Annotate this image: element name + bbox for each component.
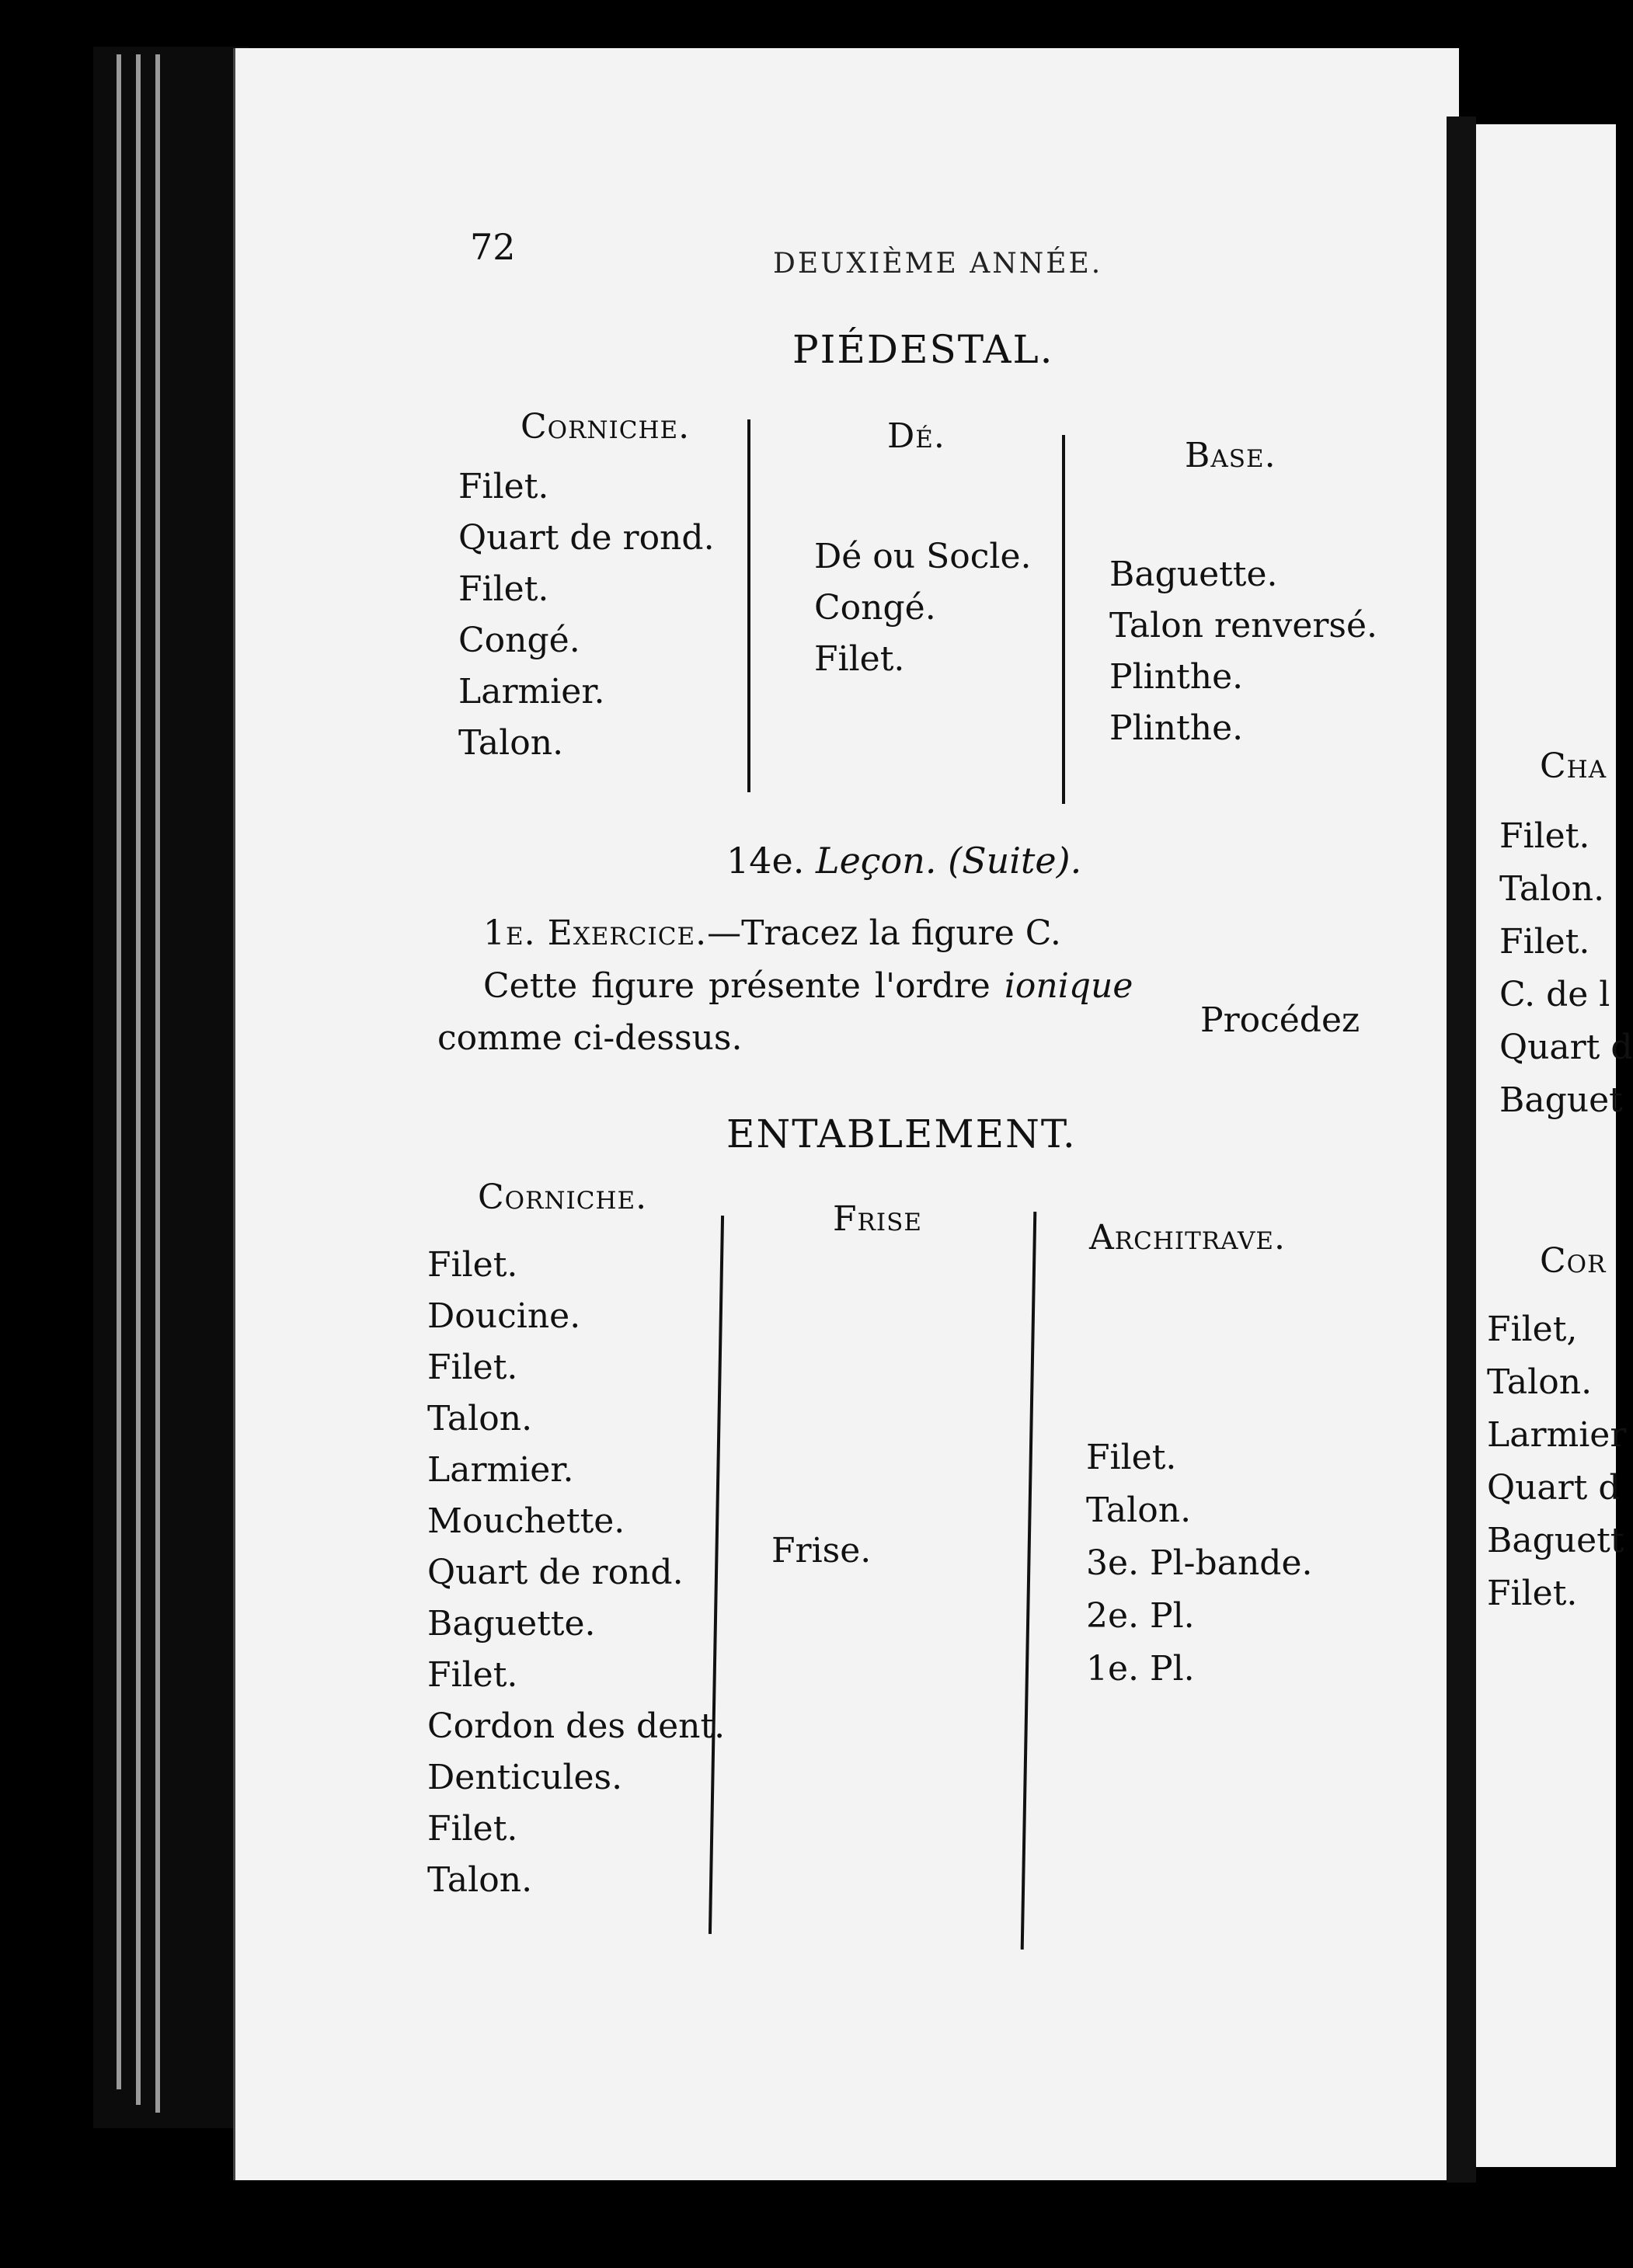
next-page-heading: Cha [1540,746,1607,786]
exercise-line [483,913,1061,953]
list-item: Quart d [1499,1028,1633,1067]
lesson-suite: (Suite). [948,840,1082,882]
list-item: Baguett [1487,1521,1624,1560]
list-item: Congé. [458,621,580,660]
next-page-list-1 [1499,816,1633,1120]
list-item: Filet. [1086,1438,1177,1477]
paragraph-italic: ionique [1004,966,1133,1006]
paragraph-line-1 [483,966,1133,1006]
list-item: Talon. [427,1860,533,1900]
list-item: 2e. Pl. [1086,1596,1195,1636]
column-heading-de: Dé. [887,416,945,456]
piedestal-base-list [1109,555,1377,748]
section-title-entablement: ENTABLEMENT. [726,1111,1077,1157]
list-item: Talon. [1487,1362,1593,1402]
page-number: 72 [470,226,516,268]
list-item: Baguet [1499,1080,1623,1120]
list-item: Congé. [814,588,936,628]
exercise-text: —Tracez la figure C. [707,913,1061,953]
page-edge [155,54,160,2113]
list-item: 1e. Pl. [1086,1649,1195,1689]
list-item: Talon. [458,723,564,763]
list-item: Baguette. [1109,555,1278,594]
lesson-number: 14e. [726,840,805,882]
list-item: Quart de rond. [458,518,715,558]
list-item: Larmier. [458,672,605,711]
column-heading-corniche: Corniche. [521,407,691,447]
list-item: Filet, [1487,1310,1578,1349]
list-item: Talon. [1086,1491,1192,1530]
page-edge [136,54,141,2105]
list-item: Denticules. [427,1758,623,1797]
list-item: Baguette. [427,1604,596,1644]
list-item: Filet. [458,467,549,506]
list-item: Quart de rond. [427,1553,684,1592]
entablement-architrave-list [1086,1438,1313,1689]
list-item: Filet. [427,1655,518,1695]
list-item: Filet. [814,639,905,679]
list-item: C. de l [1499,975,1610,1014]
piedestal-de-list [814,537,1032,679]
list-item: Filet. [427,1245,518,1285]
column-divider [747,419,750,792]
paragraph-procedez: Procédez [1200,1000,1360,1040]
list-item: Talon. [1499,869,1605,909]
entablement-corniche-list [427,1245,726,1900]
list-item: Filet. [427,1348,518,1387]
column-divider [1062,435,1065,804]
exercise-label: 1e. Exercice. [483,913,708,953]
list-item: Talon. [427,1399,533,1438]
list-item: Larmier. [427,1450,574,1490]
running-title: DEUXIÈME ANNÉE. [773,248,1103,280]
next-page-heading: Cor [1540,1241,1607,1281]
section-title-piedestal: PIÉDESTAL. [792,327,1054,372]
list-item: Filet. [427,1809,518,1849]
list-item: Filet. [458,569,549,609]
list-item: Larmier [1487,1415,1627,1455]
list-item: Quart d [1487,1468,1621,1508]
list-item: Mouchette. [427,1501,625,1541]
list-item: Cordon des dent. [427,1706,726,1746]
list-item: Frise. [771,1531,872,1571]
column-heading-frise: Frise [833,1199,922,1239]
list-item: Dé ou Socle. [814,537,1032,576]
list-item: Talon renversé. [1109,606,1377,645]
next-page-list-2 [1487,1310,1627,1613]
paragraph-text: Cette figure présente l'ordre [483,966,991,1006]
book-gutter [1447,117,1476,2183]
page-edge [117,54,121,2089]
lesson-title [726,840,1082,882]
list-item: Filet. [1499,816,1590,856]
column-heading-architrave: Architrave. [1089,1218,1286,1257]
list-item: Plinthe. [1109,657,1244,697]
list-item: Filet. [1499,922,1590,962]
list-item: Plinthe. [1109,708,1244,748]
column-heading-corniche: Corniche. [478,1177,648,1217]
list-item: 3e. Pl-bande. [1086,1543,1313,1583]
column-heading-base: Base. [1185,436,1276,475]
next-page-clip [1476,124,1633,2167]
list-item: Filet. [1487,1574,1578,1613]
lesson-word: Leçon. [816,840,937,882]
paragraph-line-2: comme ci-dessus. [437,1018,743,1058]
piedestal-corniche-list [458,467,715,763]
list-item: Doucine. [427,1296,581,1336]
